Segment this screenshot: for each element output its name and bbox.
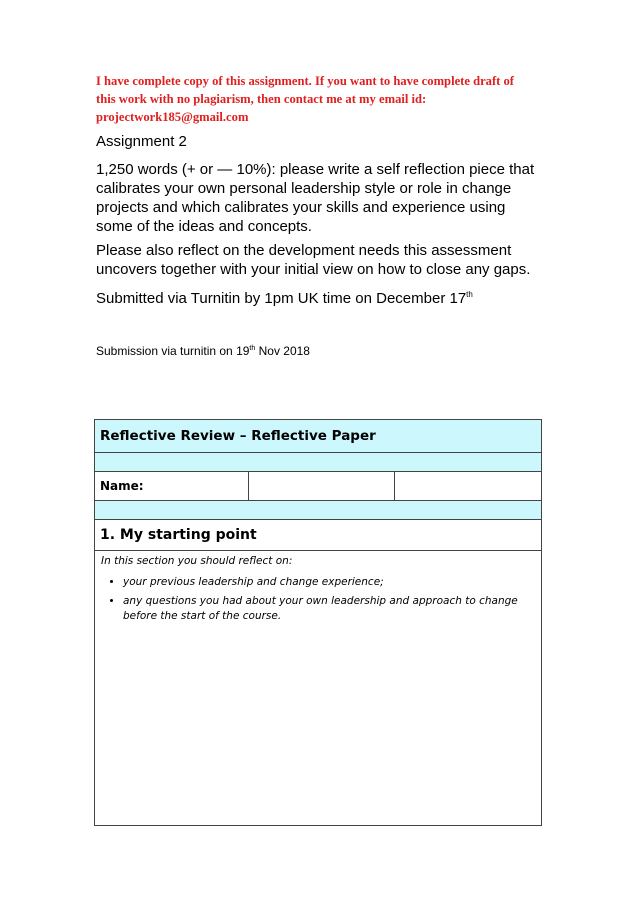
submission-text-end: Nov 2018 [255,344,310,358]
notice-email: projectwork185@gmail.com [96,110,249,124]
assignment-heading: Assignment 2 [96,133,187,150]
section-1-intro: In this section you should reflect on: [101,555,293,567]
notice-line-2: this work with no plagiarism, then contact me at my email id: [96,92,427,106]
section-1-content[interactable] [95,551,542,826]
instructions-line: Please also reflect on the development needs this assessment [96,242,512,259]
form-spacer-row [95,501,542,520]
name-field[interactable] [248,472,395,501]
instructions-line: projects and which calibrates your skills and experience using [96,199,506,216]
submission-superscript: th [249,345,256,352]
name-field-extra[interactable] [395,472,542,501]
deadline-superscript: th [466,290,473,299]
deadline-line [96,289,546,308]
reflective-review-form [94,419,542,826]
instructions-paragraph-2 [96,241,546,279]
submission-date-note [96,344,310,358]
form-blank-row [95,453,542,472]
submission-deadline [96,289,546,308]
deadline-text: Submitted via Turnitin by 1pm UK time on December 17 [96,290,467,307]
section-1-bullets [101,575,535,624]
instructions-line: calibrates your own personal leadership style or role in change [96,180,512,197]
notice-line-1: I have complete copy of this assignment. If you want to have complete draft of [96,74,515,88]
list-item: • any questions you had about your own leadership and approach to change before the start of the course. [123,594,535,624]
submission-text: Submission via turnitin on 19 [96,344,250,358]
form-title: Reflective Review – Reflective Paper [95,420,542,453]
list-item: • your previous leadership and change experience; [123,575,535,590]
instructions-line: uncovers together with your initial view on how to close any gaps. [96,261,531,278]
instructions-line: some of the ideas and concepts. [96,218,312,235]
instructions-paragraph-1 [96,160,546,236]
contact-notice [96,72,546,126]
instructions-line: 1,250 words (+ or — 10%): please write a self reflection piece that [96,161,535,178]
name-label: Name: [95,472,249,501]
section-1-title: 1. My starting point [95,520,542,551]
